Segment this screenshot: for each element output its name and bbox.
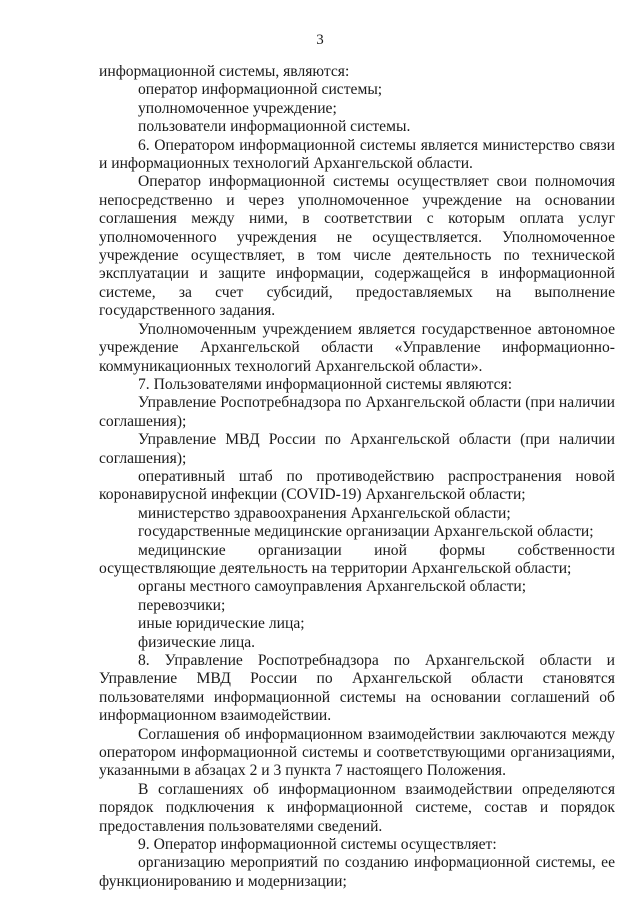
list-item: медицинские организации иной формы собственности осуществляющие деятельность на территории Архангельской области; <box>99 541 615 577</box>
list-item: пользователи информационной системы. <box>138 118 411 136</box>
clause-9: 9. Оператор информационной системы осуществляет: <box>138 836 497 854</box>
list-item: оператор информационной системы; <box>138 81 383 99</box>
clause-6: 6. Оператором информационной системы является министерство связи и информационных технологий Архангельской области. <box>99 136 615 173</box>
document-body <box>99 63 615 891</box>
list-item: оперативный штаб по противодействию распространения новой коронавирусной инфекции (COVID-19) Архангельской области; <box>99 467 615 504</box>
list-item: перевозчики; <box>138 596 226 614</box>
paragraph: В соглашениях об информационном взаимодействии определяются порядок подключения к информационной системе, состав и порядок предоставления пользователями сведений. <box>99 780 615 835</box>
page-number: 3 <box>316 32 324 48</box>
list-item: организацию мероприятий по созданию информационной системы, ее функционированию и модернизации; <box>99 854 615 890</box>
list-item: Управление МВД России по Архангельской области (при наличии соглашения); <box>99 431 615 467</box>
paragraph: Оператор информационной системы осуществляет свои полномочия непосредственно и через уполномоченное учреждение на основании соглашения между ними, в соответствии с которым оплата услуг уполномоченного учреждения не осуществляется. Уполномоченное учреждение осуществляет, в том числе деятельность по технической эксплуатации и защите информации, содержащейся в информационной системе, за счет субсидий, предоставляемых на выполнение государственного задания. <box>99 173 615 320</box>
list-item: иные юридические лица; <box>138 615 305 633</box>
clause-7: 7. Пользователями информационной системы являются: <box>138 375 513 393</box>
paragraph: Соглашения об информационном взаимодействии заключаются между оператором информационной системы и соответствующими организациями, указанными в абзацах 2 и 3 пункта 7 настоящего Положения. <box>99 725 615 780</box>
paragraph-continuation: информационной системы, являются: <box>99 63 350 80</box>
clause-8: 8. Управление Роспотребнадзора по Архангельской области и Управление МВД России по Архангельской области становятся пользователями информационной системы на основании соглашений об информационном взаимодействии. <box>99 652 615 725</box>
list-item: физические лица. <box>138 633 256 651</box>
list-item: уполномоченное учреждение; <box>138 99 337 117</box>
list-item: министерство здравоохранения Архангельской области; <box>138 504 511 522</box>
list-item: Управление Роспотребнадзора по Архангельской области (при наличии соглашения); <box>99 394 615 430</box>
list-item: государственные медицинские организации Архангельской области; <box>138 523 594 541</box>
paragraph: Уполномоченным учреждением является государственное автономное учреждение Архангельской области «Управление информационно-коммуникационных технологий Архангельской области». <box>99 320 615 375</box>
list-item: органы местного самоуправления Архангельской области; <box>138 578 527 596</box>
